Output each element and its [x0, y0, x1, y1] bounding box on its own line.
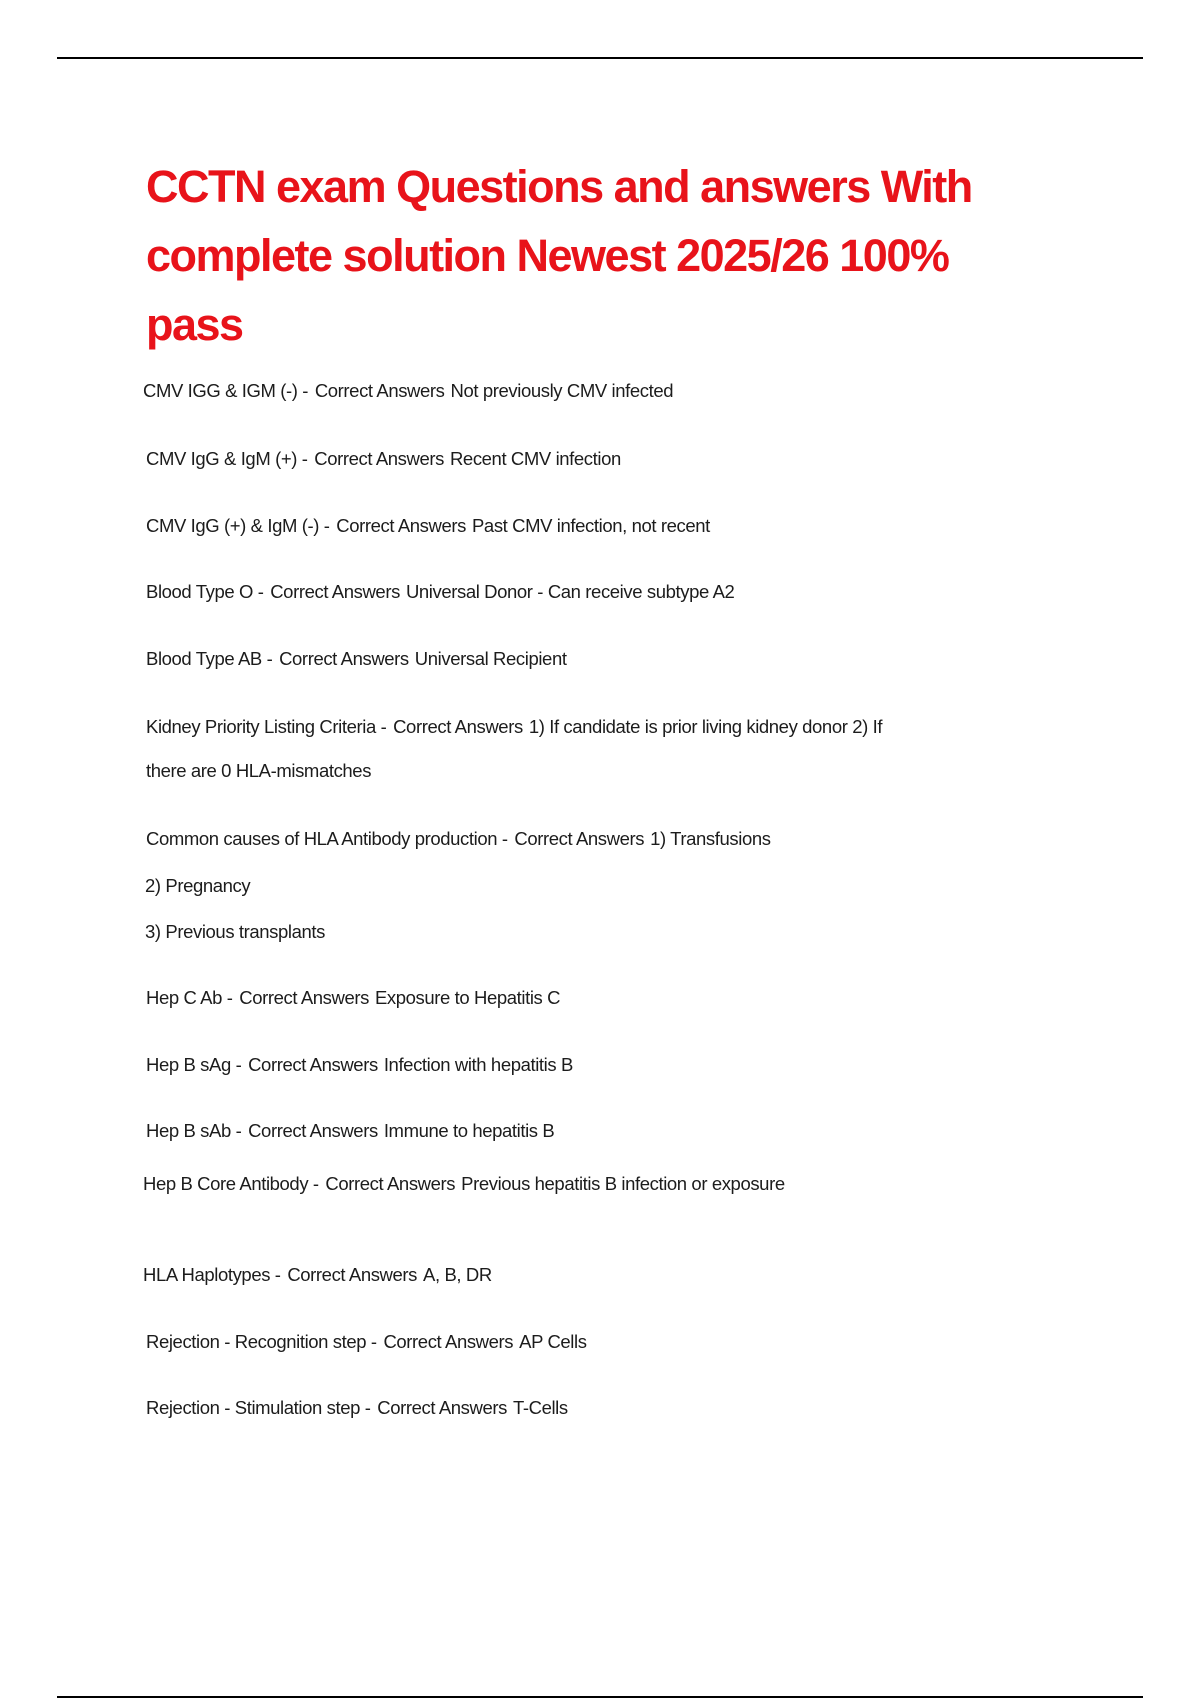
qa-question: CMV IGG & IGM (-)	[143, 380, 298, 401]
qa-answer: AP Cells	[519, 1331, 587, 1352]
qa-question: Kidney Priority Listing Criteria	[146, 716, 376, 737]
qa-separator: -	[297, 380, 313, 401]
qa-answer-label: Correct Answers	[377, 1397, 507, 1418]
qa-answer-label: Correct Answers	[287, 1264, 418, 1285]
qa-item	[143, 1262, 492, 1288]
qa-question: Hep C Ab	[146, 987, 222, 1008]
qa-item	[146, 714, 882, 784]
document-title: CCTN exam Questions and answers With complete solution Newest 2025/26 100% pass	[146, 161, 972, 350]
qa-item	[146, 513, 710, 539]
qa-separator: -	[497, 828, 513, 849]
qa-separator: -	[222, 987, 238, 1008]
qa-answer-label: Correct Answers	[383, 1331, 514, 1352]
qa-question: Rejection - Recognition step	[146, 1331, 367, 1352]
qa-answer: Exposure to Hepatitis C	[374, 987, 561, 1008]
qa-question: Blood Type AB	[146, 648, 262, 669]
qa-answer: 1) Transfusions	[650, 828, 771, 849]
qa-separator: -	[230, 1054, 247, 1075]
qa-separator: -	[360, 1397, 376, 1418]
qa-separator: -	[319, 515, 335, 536]
qa-answer-list-item: 2) Pregnancy	[145, 875, 251, 896]
qa-answer: Past CMV infection, not recent	[471, 515, 710, 536]
qa-item	[146, 446, 621, 472]
qa-answer: T-Cells	[512, 1397, 568, 1418]
qa-question: Common causes of HLA Antibody production	[146, 828, 498, 849]
header-rule	[57, 57, 1143, 59]
qa-answer-label: Correct Answers	[514, 828, 645, 849]
qa-question: CMV IgG & IgM (+)	[146, 448, 297, 469]
footer-rule	[57, 1696, 1143, 1698]
qa-question: Blood Type O	[146, 581, 253, 602]
qa-answer-label: Correct Answers	[248, 1054, 378, 1075]
qa-answer: Infection with hepatitis B	[383, 1054, 573, 1075]
qa-answer: Universal Donor - Can receive subtype A2	[405, 581, 735, 602]
qa-answer-continuation: there are 0 HLA-mismatches	[146, 760, 372, 781]
qa-answer: Previous hepatitis B infection or exposure	[461, 1173, 785, 1194]
qa-answer-label: Correct Answers	[239, 987, 369, 1008]
qa-item	[146, 985, 560, 1011]
qa-answer-label: Correct Answers	[393, 716, 523, 737]
qa-separator: -	[297, 448, 313, 469]
qa-item	[143, 378, 673, 404]
qa-answer: Immune to hepatitis B	[383, 1120, 555, 1141]
qa-answer: Recent CMV infection	[449, 448, 621, 469]
qa-answer-label: Correct Answers	[270, 581, 400, 602]
qa-answer-label: Correct Answers	[336, 515, 466, 536]
qa-answer-label: Correct Answers	[314, 380, 445, 401]
qa-separator: -	[375, 716, 392, 737]
qa-answer: 1) If candidate is prior living kidney donor 2) If	[528, 716, 883, 737]
qa-question: Hep B sAb	[146, 1120, 231, 1141]
qa-answer-label: Correct Answers	[314, 448, 444, 469]
qa-separator: -	[252, 581, 269, 602]
qa-item	[146, 646, 567, 672]
qa-item	[146, 579, 734, 605]
qa-item	[146, 1395, 568, 1421]
qa-answer-label: Correct Answers	[325, 1173, 456, 1194]
qa-answer: Universal Recipient	[414, 648, 567, 669]
qa-item	[146, 1052, 573, 1078]
qa-item	[146, 826, 771, 852]
qa-question: Hep B Core Antibody	[143, 1173, 309, 1194]
qa-answer-label: Correct Answers	[248, 1120, 378, 1141]
qa-separator: -	[270, 1264, 286, 1285]
qa-answer-list-item: 3) Previous transplants	[145, 921, 326, 942]
qa-answer: Not previously CMV infected	[450, 380, 674, 401]
qa-answer: A, B, DR	[423, 1264, 492, 1285]
qa-separator: -	[366, 1331, 382, 1352]
qa-question: Rejection - Stimulation step	[146, 1397, 360, 1418]
qa-item	[146, 1118, 554, 1144]
qa-answer-label: Correct Answers	[279, 648, 409, 669]
qa-question: HLA Haplotypes	[143, 1264, 271, 1285]
qa-item	[146, 1329, 587, 1355]
qa-separator: -	[230, 1120, 247, 1141]
qa-question: CMV IgG (+) & IgM (-)	[146, 515, 320, 536]
qa-separator: -	[308, 1173, 324, 1194]
qa-item	[143, 1171, 785, 1197]
qa-separator: -	[261, 648, 278, 669]
qa-question: Hep B sAg	[146, 1054, 231, 1075]
